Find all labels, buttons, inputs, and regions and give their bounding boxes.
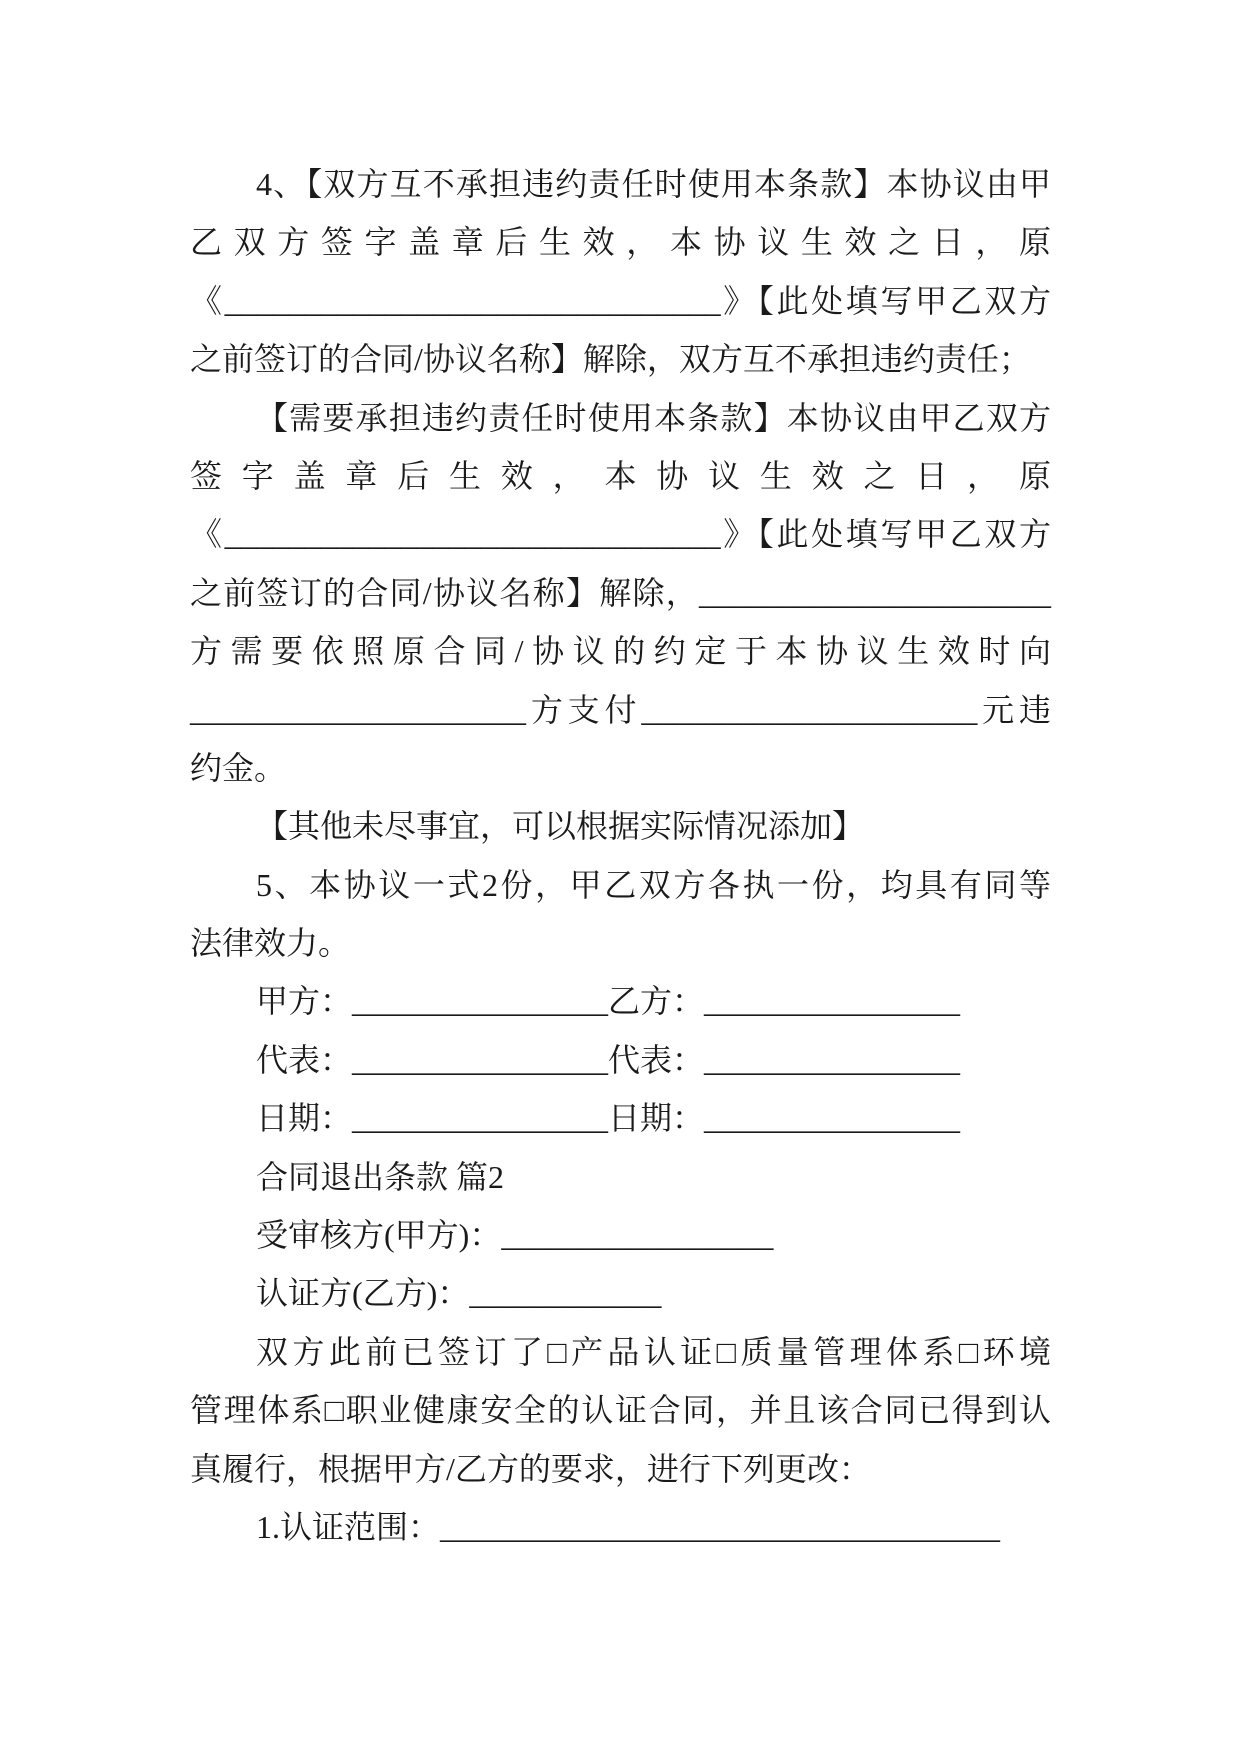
date-signature-line: 日期：________________日期：________________ (256, 1100, 961, 1137)
section-title: 合同退出条款 篇2 (256, 1158, 505, 1195)
clause-4-option-a-line-3: 《_______________________________》【此处填写甲乙双方 (190, 282, 1051, 319)
clause-4-option-b-line-3: 《_______________________________》【此处填写甲乙双方 (190, 516, 1051, 553)
clause-4-option-b-line-1: 【需要承担违约责任时使用本条款】本协议由甲乙双方 (256, 399, 1051, 436)
clause-4-option-b-line-2: 签字盖章后生效，本协议生效之日，原 (190, 457, 1051, 494)
representative-signature-line: 代表：________________代表：________________ (256, 1041, 961, 1078)
clause-4-option-a-line-1: 4、【双方互不承担违约责任时使用本条款】本协议由甲 (256, 166, 1051, 202)
clause-4-option-a-line-4: 之前签订的合同/协议名称】解除，双方互不承担违约责任； (190, 341, 1031, 378)
clause-4-option-b-line-7: 约金。 (190, 749, 287, 786)
document-body (190, 155, 1051, 1556)
clause-4-option-b-line-6: _____________________方支付_____________________元违 (190, 691, 1051, 728)
change-intro-line-3: 真履行，根据甲方/乙方的要求，进行下列更改： (190, 1450, 871, 1487)
clause-5-line-2: 法律效力。 (190, 925, 351, 962)
other-matters-note: 【其他未尽事宜，可以根据实际情况添加】 (256, 808, 865, 845)
party-signature-line: 甲方：________________乙方：________________ (256, 983, 961, 1020)
clause-4-option-a-line-2: 乙双方签字盖章后生效，本协议生效之日，原 (190, 224, 1051, 261)
change-intro-line-1: 双方此前已签订了□产品认证□质量管理体系□环境 (256, 1333, 1051, 1370)
auditee-party-a-field: 受审核方(甲方)：_________________ (256, 1217, 774, 1254)
certification-scope-field: 1.认证范围：___________________________________ (256, 1508, 1001, 1545)
clause-4-option-b-line-5: 方需要依照原合同/协议的约定于本协议生效时向 (190, 633, 1051, 670)
clause-5-line-1: 5、本协议一式2份，甲乙双方各执一份，均具有同等 (256, 866, 1051, 903)
certifier-party-b-field: 认证方(乙方)：____________ (256, 1275, 662, 1312)
clause-4-option-b-line-4: 之前签订的合同/协议名称】解除，______________________ (190, 574, 1051, 611)
change-intro-line-2: 管理体系□职业健康安全的认证合同，并且该合同已得到认 (190, 1392, 1051, 1429)
